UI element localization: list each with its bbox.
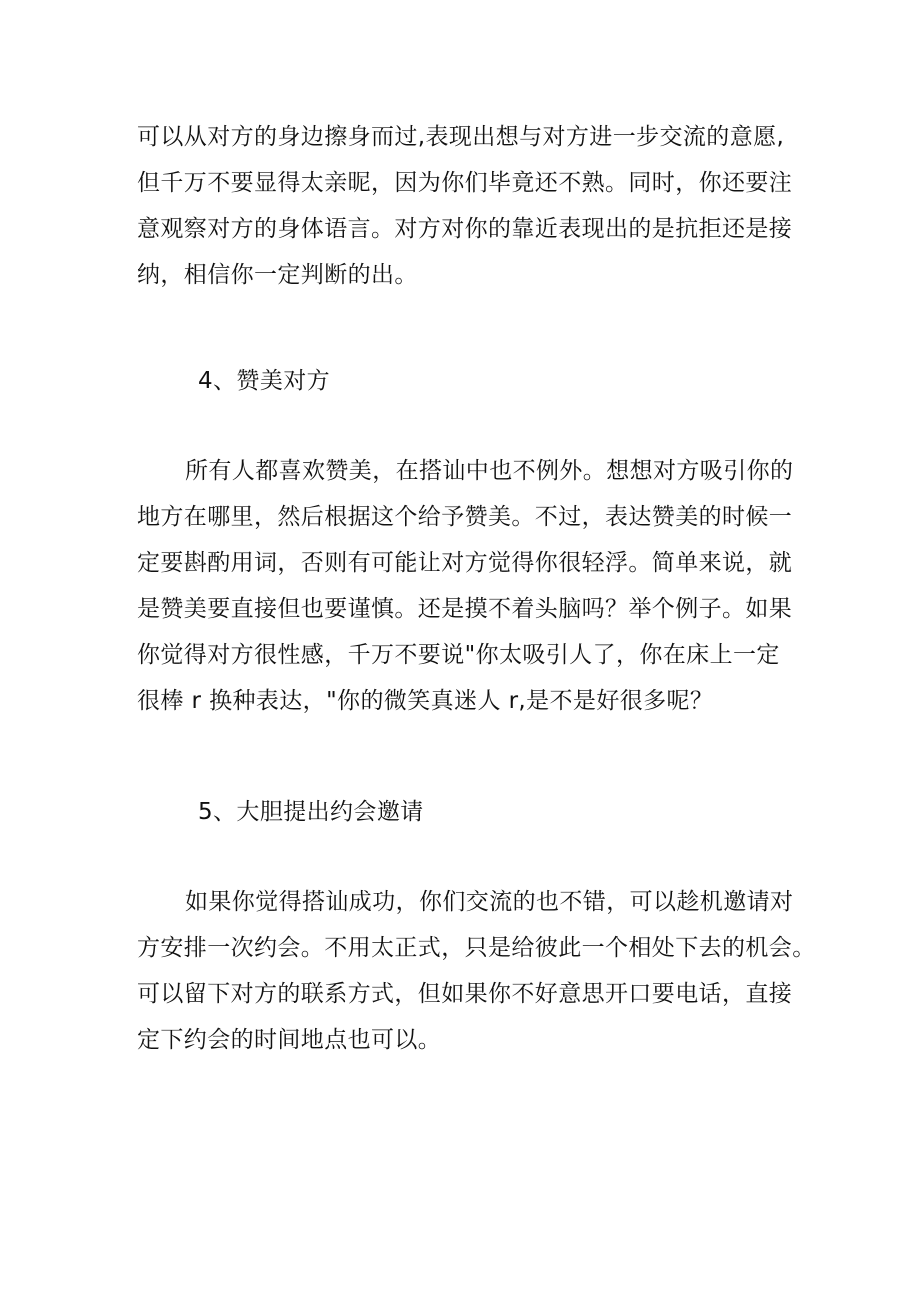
section-heading-4: 4、赞美对方 [198, 368, 331, 394]
paragraph-line: 所有人都喜欢赞美，在搭讪中也不例外。想想对方吸引你的 [185, 458, 794, 484]
paragraph-line: 纳，相信你一定判断的出。 [137, 262, 418, 288]
paragraph-line: 地方在哪里，然后根据这个给予赞美。不过，表达赞美的时候一 [137, 504, 793, 530]
paragraph-line: 方安排一次约会。不用太正式，只是给彼此一个相处下去的机会。 [137, 935, 816, 961]
section-heading-5: 5、大胆提出约会邀请 [198, 799, 424, 825]
paragraph-3 [137, 879, 816, 1063]
paragraph-line: 但千万不要显得太亲昵，因为你们毕竟还不熟。同时，你还要注 [137, 170, 793, 196]
paragraph-line: 定要斟酌用词，否则有可能让对方觉得你很轻浮。简单来说，就 [137, 550, 793, 576]
paragraph-line: 你觉得对方很性感，千万不要说"你太吸引人了，你在床上一定 [137, 642, 780, 668]
paragraph-line: 很棒 r 换种表达，"你的微笑真迷人 r,是不是好很多呢？ [137, 688, 714, 714]
paragraph-1 [137, 114, 797, 298]
paragraph-line: 意观察对方的身体语言。对方对你的靠近表现出的是抗拒还是接 [137, 216, 793, 242]
paragraph-line: 如果你觉得搭讪成功，你们交流的也不错，可以趁机邀请对 [185, 889, 794, 915]
paragraph-line: 定下约会的时间地点也可以。 [137, 1027, 442, 1053]
paragraph-line: 可以留下对方的联系方式，但如果你不好意思开口要电话，直接 [137, 981, 793, 1007]
paragraph-2 [137, 448, 797, 724]
paragraph-line: 可以从对方的身边擦身而过,表现出想与对方进一步交流的意愿, [137, 124, 785, 150]
paragraph-line: 是赞美要直接但也要谨慎。还是摸不着头脑吗？举个例子。如果 [137, 596, 793, 622]
